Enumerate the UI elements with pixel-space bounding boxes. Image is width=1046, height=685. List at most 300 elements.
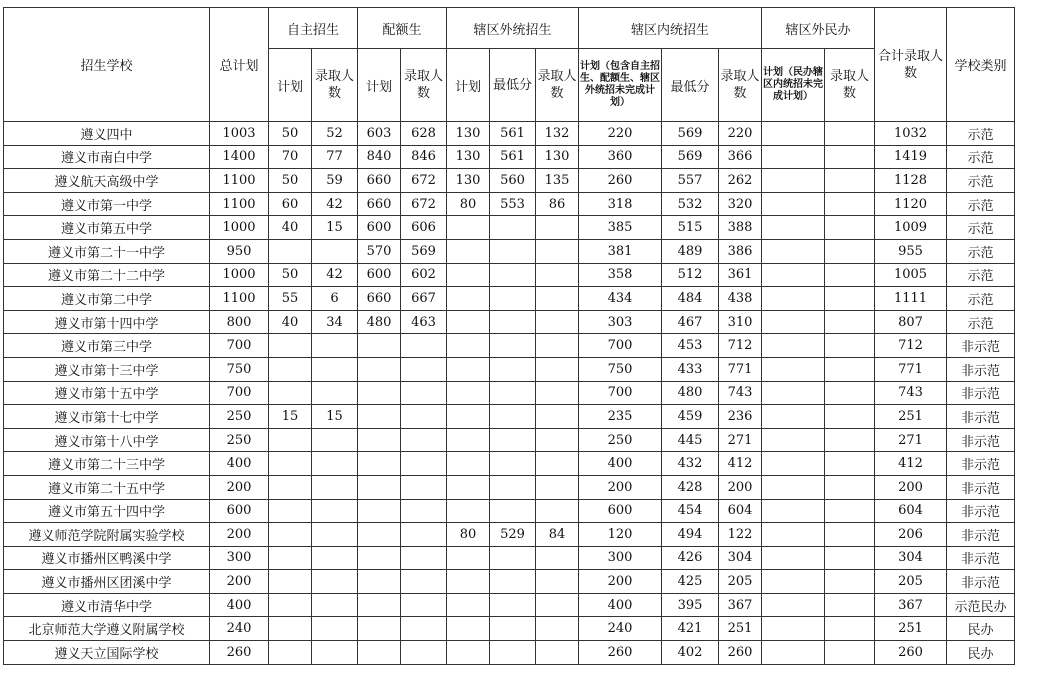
cell-outside-plan: [447, 287, 490, 311]
cell-total-admitted: 1419: [875, 145, 947, 169]
cell-quota-plan: [358, 405, 401, 429]
cell-quota-admitted: 569: [401, 239, 447, 263]
cell-quota-admitted: [401, 452, 447, 476]
cell-inside-plan: 400: [579, 593, 662, 617]
cell-quota-admitted: [401, 593, 447, 617]
cell-outside-admitted: [536, 287, 579, 311]
sub-private-plan-header: 计划（民办辖区内统招未完成计划）: [762, 49, 825, 122]
cell-total-admitted: 205: [875, 570, 947, 594]
cell-self-plan: [269, 239, 312, 263]
cell-private-admitted: [825, 593, 875, 617]
table-row: [4, 122, 1015, 146]
cell-total-plan: 1400: [210, 145, 269, 169]
cell-private-plan: [762, 593, 825, 617]
cell-private-admitted: [825, 452, 875, 476]
cell-outside-plan: [447, 310, 490, 334]
cell-outside-min-score: 529: [490, 523, 536, 547]
cell-quota-admitted: [401, 381, 447, 405]
cell-school-name: 遵义市第五十四中学: [4, 499, 210, 523]
cell-quota-plan: 603: [358, 122, 401, 146]
cell-inside-plan: 358: [579, 263, 662, 287]
cell-outside-admitted: [536, 617, 579, 641]
cell-self-admitted: [312, 239, 358, 263]
cell-outside-plan: [447, 593, 490, 617]
cell-self-plan: 55: [269, 287, 312, 311]
cell-private-admitted: [825, 405, 875, 429]
header-row-groups: [4, 8, 1015, 49]
cell-total-plan: 1003: [210, 122, 269, 146]
cell-private-admitted: [825, 310, 875, 334]
cell-quota-admitted: [401, 499, 447, 523]
cell-total-admitted: 206: [875, 523, 947, 547]
cell-total-plan: 240: [210, 617, 269, 641]
cell-outside-min-score: 561: [490, 122, 536, 146]
cell-school-category: 示范: [947, 216, 1015, 240]
cell-inside-min-score: 480: [662, 381, 719, 405]
sub-admitted-header: 录取人数: [719, 49, 762, 122]
cell-quota-plan: 600: [358, 216, 401, 240]
table-row: [4, 499, 1015, 523]
cell-private-plan: [762, 169, 825, 193]
group-outside-district-header: 辖区外统招生: [447, 8, 579, 49]
cell-private-admitted: [825, 475, 875, 499]
cell-self-admitted: [312, 617, 358, 641]
cell-inside-admitted: 320: [719, 192, 762, 216]
cell-inside-min-score: 512: [662, 263, 719, 287]
cell-outside-plan: [447, 452, 490, 476]
cell-private-plan: [762, 523, 825, 547]
cell-inside-admitted: 438: [719, 287, 762, 311]
cell-school-name: 遵义市第三中学: [4, 334, 210, 358]
cell-total-plan: 950: [210, 239, 269, 263]
cell-total-plan: 700: [210, 334, 269, 358]
cell-self-admitted: 34: [312, 310, 358, 334]
cell-self-admitted: 15: [312, 405, 358, 429]
cell-inside-min-score: 557: [662, 169, 719, 193]
cell-school-category: 非示范: [947, 428, 1015, 452]
cell-quota-admitted: 602: [401, 263, 447, 287]
cell-self-admitted: [312, 523, 358, 547]
cell-quota-admitted: 628: [401, 122, 447, 146]
cell-inside-plan: 300: [579, 546, 662, 570]
cell-outside-min-score: [490, 475, 536, 499]
cell-outside-admitted: [536, 310, 579, 334]
cell-school-name: 遵义市第五中学: [4, 216, 210, 240]
cell-quota-plan: 840: [358, 145, 401, 169]
cell-quota-plan: 660: [358, 192, 401, 216]
cell-quota-admitted: [401, 405, 447, 429]
cell-school-name: 遵义四中: [4, 122, 210, 146]
cell-outside-min-score: [490, 310, 536, 334]
cell-private-plan: [762, 381, 825, 405]
cell-private-plan: [762, 239, 825, 263]
cell-school-category: 示范: [947, 239, 1015, 263]
cell-inside-min-score: 467: [662, 310, 719, 334]
cell-inside-admitted: 367: [719, 593, 762, 617]
cell-school-name: 遵义市第二十三中学: [4, 452, 210, 476]
cell-self-plan: 50: [269, 122, 312, 146]
cell-inside-admitted: 122: [719, 523, 762, 547]
cell-self-admitted: [312, 428, 358, 452]
group-quota-header: 配额生: [358, 8, 447, 49]
cell-inside-plan: 260: [579, 169, 662, 193]
cell-private-admitted: [825, 523, 875, 547]
cell-outside-admitted: [536, 334, 579, 358]
cell-private-admitted: [825, 381, 875, 405]
cell-school-name: 遵义天立国际学校: [4, 641, 210, 665]
cell-outside-plan: 130: [447, 122, 490, 146]
sub-min-score-header: 最低分: [662, 49, 719, 122]
cell-private-plan: [762, 428, 825, 452]
cell-self-admitted: [312, 357, 358, 381]
cell-outside-admitted: [536, 546, 579, 570]
table-row: [4, 263, 1015, 287]
cell-school-name: 遵义市第十四中学: [4, 310, 210, 334]
cell-total-plan: 400: [210, 593, 269, 617]
cell-outside-admitted: [536, 239, 579, 263]
cell-private-plan: [762, 216, 825, 240]
cell-school-name: 遵义市第二十五中学: [4, 475, 210, 499]
cell-outside-min-score: [490, 428, 536, 452]
table-row: [4, 570, 1015, 594]
cell-self-plan: [269, 617, 312, 641]
cell-private-plan: [762, 546, 825, 570]
cell-outside-admitted: [536, 475, 579, 499]
cell-outside-plan: 80: [447, 523, 490, 547]
cell-inside-min-score: 489: [662, 239, 719, 263]
cell-total-plan: 1000: [210, 263, 269, 287]
cell-outside-plan: [447, 263, 490, 287]
cell-inside-min-score: 433: [662, 357, 719, 381]
cell-private-admitted: [825, 570, 875, 594]
cell-quota-plan: [358, 523, 401, 547]
sub-admitted-header: 录取人数: [312, 49, 358, 122]
table-row: [4, 475, 1015, 499]
cell-inside-admitted: 205: [719, 570, 762, 594]
cell-total-admitted: 251: [875, 617, 947, 641]
cell-self-admitted: [312, 334, 358, 358]
cell-private-plan: [762, 641, 825, 665]
cell-total-admitted: 271: [875, 428, 947, 452]
cell-self-admitted: [312, 593, 358, 617]
cell-total-admitted: 604: [875, 499, 947, 523]
cell-total-admitted: 955: [875, 239, 947, 263]
cell-school-category: 示范: [947, 122, 1015, 146]
cell-inside-plan: 700: [579, 334, 662, 358]
cell-total-admitted: 251: [875, 405, 947, 429]
cell-inside-admitted: 771: [719, 357, 762, 381]
cell-quota-admitted: [401, 334, 447, 358]
cell-school-name: 遵义市第二十一中学: [4, 239, 210, 263]
cell-self-admitted: [312, 546, 358, 570]
cell-outside-min-score: [490, 287, 536, 311]
cell-private-plan: [762, 192, 825, 216]
cell-quota-admitted: 606: [401, 216, 447, 240]
cell-school-name: 遵义市播州区鸭溪中学: [4, 546, 210, 570]
cell-outside-plan: 80: [447, 192, 490, 216]
cell-self-admitted: 52: [312, 122, 358, 146]
cell-outside-admitted: 132: [536, 122, 579, 146]
table-row: [4, 334, 1015, 358]
cell-quota-plan: [358, 452, 401, 476]
cell-inside-plan: 700: [579, 381, 662, 405]
cell-quota-admitted: [401, 357, 447, 381]
sub-min-score-header: 最低分: [490, 49, 536, 122]
cell-outside-admitted: [536, 357, 579, 381]
cell-inside-plan: 600: [579, 499, 662, 523]
cell-quota-plan: 660: [358, 287, 401, 311]
cell-self-admitted: [312, 570, 358, 594]
col-total-admitted-header: 合计录取人数: [875, 8, 947, 122]
sub-plan-header: 计划: [358, 49, 401, 122]
sub-admitted-header: 录取人数: [401, 49, 447, 122]
cell-outside-admitted: [536, 570, 579, 594]
col-school-header: 招生学校: [4, 8, 210, 122]
table-row: [4, 381, 1015, 405]
cell-school-category: 非示范: [947, 334, 1015, 358]
cell-school-name: 遵义市第二十二中学: [4, 263, 210, 287]
cell-outside-min-score: [490, 499, 536, 523]
cell-private-admitted: [825, 145, 875, 169]
cell-self-plan: [269, 546, 312, 570]
cell-total-admitted: 367: [875, 593, 947, 617]
cell-self-admitted: 15: [312, 216, 358, 240]
cell-self-admitted: [312, 499, 358, 523]
cell-quota-plan: 660: [358, 169, 401, 193]
cell-quota-admitted: 672: [401, 192, 447, 216]
cell-school-category: 非示范: [947, 475, 1015, 499]
cell-outside-plan: [447, 499, 490, 523]
cell-inside-plan: 260: [579, 641, 662, 665]
cell-outside-plan: 130: [447, 145, 490, 169]
sub-admitted-header: 录取人数: [536, 49, 579, 122]
cell-school-category: 非示范: [947, 499, 1015, 523]
cell-private-admitted: [825, 122, 875, 146]
cell-outside-admitted: [536, 428, 579, 452]
cell-inside-admitted: 743: [719, 381, 762, 405]
cell-private-plan: [762, 145, 825, 169]
cell-school-category: 民办: [947, 617, 1015, 641]
cell-inside-min-score: 454: [662, 499, 719, 523]
cell-self-admitted: 59: [312, 169, 358, 193]
cell-outside-admitted: [536, 405, 579, 429]
table-row: [4, 216, 1015, 240]
cell-outside-plan: [447, 428, 490, 452]
cell-self-admitted: 6: [312, 287, 358, 311]
cell-school-category: 示范: [947, 263, 1015, 287]
table-row: [4, 357, 1015, 381]
cell-private-admitted: [825, 169, 875, 193]
cell-school-category: 非示范: [947, 452, 1015, 476]
cell-self-plan: [269, 523, 312, 547]
sub-inside-plan-header: 计划（包含自主招生、配额生、辖区外统招未完成计划）: [579, 49, 662, 122]
cell-school-name: 遵义市第一中学: [4, 192, 210, 216]
cell-school-category: 非示范: [947, 523, 1015, 547]
cell-inside-min-score: 395: [662, 593, 719, 617]
table-row: [4, 641, 1015, 665]
cell-outside-admitted: 130: [536, 145, 579, 169]
cell-total-plan: 200: [210, 570, 269, 594]
cell-school-category: 民办: [947, 641, 1015, 665]
cell-inside-admitted: 271: [719, 428, 762, 452]
cell-inside-plan: 303: [579, 310, 662, 334]
cell-inside-admitted: 220: [719, 122, 762, 146]
cell-school-name: 遵义航天高级中学: [4, 169, 210, 193]
cell-total-admitted: 1120: [875, 192, 947, 216]
cell-private-admitted: [825, 263, 875, 287]
cell-self-admitted: [312, 381, 358, 405]
cell-school-name: 遵义市南白中学: [4, 145, 210, 169]
sub-admitted-header: 录取人数: [825, 49, 875, 122]
sub-plan-header: 计划: [447, 49, 490, 122]
cell-private-plan: [762, 499, 825, 523]
cell-private-admitted: [825, 641, 875, 665]
cell-self-plan: [269, 428, 312, 452]
table-row: [4, 169, 1015, 193]
cell-inside-min-score: 421: [662, 617, 719, 641]
cell-self-plan: [269, 475, 312, 499]
cell-total-admitted: 771: [875, 357, 947, 381]
cell-inside-min-score: 428: [662, 475, 719, 499]
cell-self-plan: [269, 381, 312, 405]
cell-inside-min-score: 494: [662, 523, 719, 547]
cell-quota-admitted: 667: [401, 287, 447, 311]
cell-quota-plan: [358, 357, 401, 381]
cell-total-admitted: 1032: [875, 122, 947, 146]
cell-outside-admitted: [536, 263, 579, 287]
cell-quota-admitted: [401, 523, 447, 547]
cell-private-plan: [762, 570, 825, 594]
table-row: [4, 405, 1015, 429]
cell-inside-plan: 750: [579, 357, 662, 381]
cell-outside-plan: [447, 475, 490, 499]
cell-self-plan: [269, 357, 312, 381]
cell-inside-admitted: 262: [719, 169, 762, 193]
cell-quota-plan: [358, 381, 401, 405]
cell-private-admitted: [825, 428, 875, 452]
cell-school-category: 非示范: [947, 405, 1015, 429]
cell-school-name: 遵义市第二中学: [4, 287, 210, 311]
cell-self-admitted: 77: [312, 145, 358, 169]
cell-total-admitted: 260: [875, 641, 947, 665]
cell-quota-plan: [358, 475, 401, 499]
table-row: [4, 239, 1015, 263]
cell-inside-admitted: 412: [719, 452, 762, 476]
cell-outside-plan: [447, 546, 490, 570]
cell-self-plan: 40: [269, 310, 312, 334]
cell-outside-min-score: [490, 263, 536, 287]
cell-school-category: 非示范: [947, 357, 1015, 381]
sub-plan-header: 计划: [269, 49, 312, 122]
cell-quota-plan: 570: [358, 239, 401, 263]
table-row: [4, 428, 1015, 452]
cell-private-plan: [762, 475, 825, 499]
admission-table: [3, 7, 1015, 665]
cell-inside-admitted: 712: [719, 334, 762, 358]
cell-quota-admitted: 463: [401, 310, 447, 334]
cell-private-admitted: [825, 192, 875, 216]
cell-private-admitted: [825, 499, 875, 523]
cell-total-admitted: 1111: [875, 287, 947, 311]
cell-self-plan: 40: [269, 216, 312, 240]
cell-outside-min-score: [490, 405, 536, 429]
cell-inside-admitted: 386: [719, 239, 762, 263]
cell-inside-plan: 200: [579, 475, 662, 499]
cell-outside-plan: [447, 357, 490, 381]
cell-total-plan: 1100: [210, 169, 269, 193]
cell-self-admitted: [312, 641, 358, 665]
cell-outside-min-score: [490, 593, 536, 617]
cell-outside-plan: [447, 570, 490, 594]
cell-inside-plan: 250: [579, 428, 662, 452]
cell-school-name: 遵义市第十八中学: [4, 428, 210, 452]
cell-quota-plan: 480: [358, 310, 401, 334]
cell-outside-plan: 130: [447, 169, 490, 193]
cell-private-admitted: [825, 334, 875, 358]
cell-total-plan: 200: [210, 523, 269, 547]
cell-self-plan: [269, 499, 312, 523]
cell-inside-min-score: 425: [662, 570, 719, 594]
cell-private-plan: [762, 357, 825, 381]
cell-total-admitted: 304: [875, 546, 947, 570]
cell-quota-plan: [358, 593, 401, 617]
cell-outside-min-score: [490, 641, 536, 665]
cell-inside-plan: 120: [579, 523, 662, 547]
cell-inside-min-score: 515: [662, 216, 719, 240]
cell-inside-admitted: 251: [719, 617, 762, 641]
cell-total-plan: 1100: [210, 287, 269, 311]
cell-self-admitted: 42: [312, 263, 358, 287]
cell-quota-admitted: [401, 475, 447, 499]
cell-total-admitted: 712: [875, 334, 947, 358]
cell-self-admitted: [312, 475, 358, 499]
cell-self-plan: [269, 641, 312, 665]
cell-self-plan: 15: [269, 405, 312, 429]
cell-outside-plan: [447, 405, 490, 429]
cell-school-category: 非示范: [947, 381, 1015, 405]
cell-inside-plan: 400: [579, 452, 662, 476]
group-inside-district-header: 辖区内统招生: [579, 8, 762, 49]
cell-inside-plan: 385: [579, 216, 662, 240]
cell-school-name: 遵义市清华中学: [4, 593, 210, 617]
cell-outside-admitted: 86: [536, 192, 579, 216]
cell-total-plan: 1100: [210, 192, 269, 216]
cell-inside-admitted: 366: [719, 145, 762, 169]
table-row: [4, 287, 1015, 311]
cell-school-category: 示范: [947, 145, 1015, 169]
table-row: [4, 310, 1015, 334]
cell-inside-min-score: 532: [662, 192, 719, 216]
cell-quota-plan: [358, 499, 401, 523]
cell-private-plan: [762, 310, 825, 334]
cell-quota-admitted: 672: [401, 169, 447, 193]
cell-total-admitted: 743: [875, 381, 947, 405]
cell-quota-plan: [358, 428, 401, 452]
cell-outside-min-score: [490, 570, 536, 594]
cell-inside-admitted: 361: [719, 263, 762, 287]
cell-quota-admitted: [401, 617, 447, 641]
cell-outside-plan: [447, 617, 490, 641]
cell-school-category: 示范民办: [947, 593, 1015, 617]
cell-school-name: 遵义师范学院附属实验学校: [4, 523, 210, 547]
cell-inside-min-score: 432: [662, 452, 719, 476]
cell-inside-min-score: 445: [662, 428, 719, 452]
table-row: [4, 523, 1015, 547]
cell-self-plan: 50: [269, 169, 312, 193]
cell-outside-plan: [447, 216, 490, 240]
table-row: [4, 617, 1015, 641]
group-private-outside-header: 辖区外民办: [762, 8, 875, 49]
